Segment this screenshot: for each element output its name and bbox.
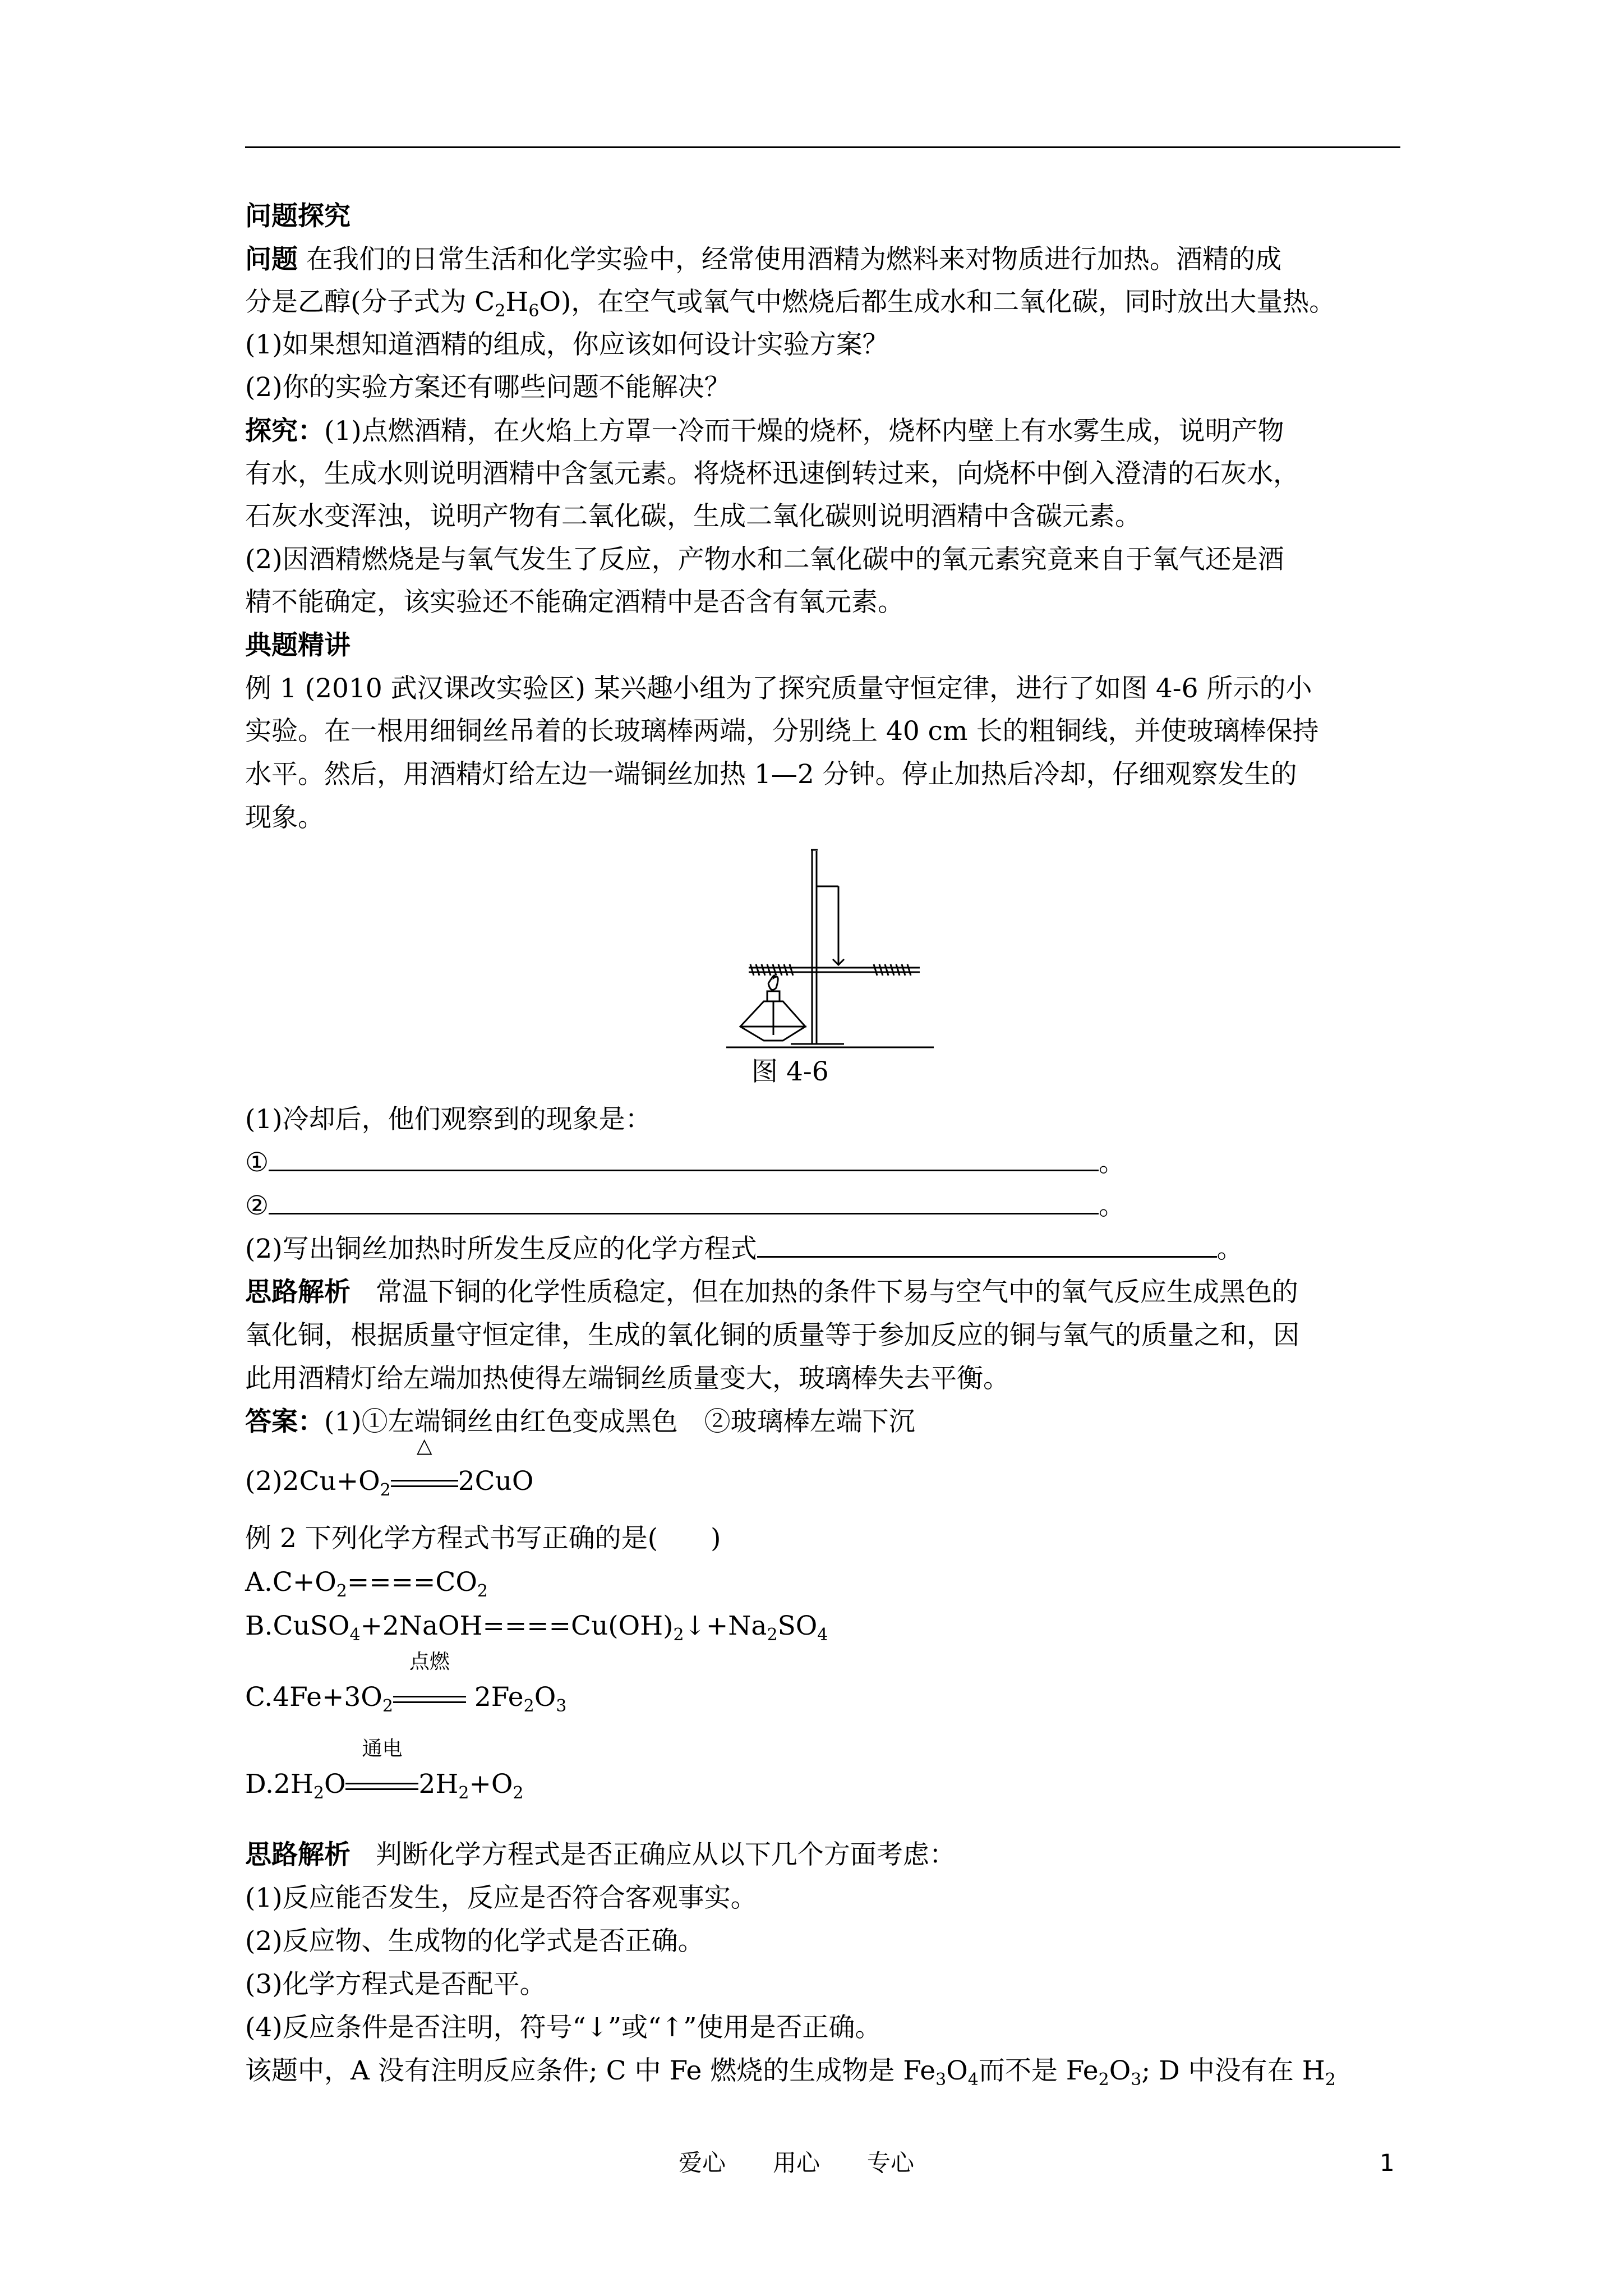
lamp-wick-holder (767, 991, 780, 1001)
example1-analysis-line-3: 此用酒精灯给左端加热使得左端铜丝质量变大，玻璃棒失去平衡。 (245, 1363, 1009, 1394)
example1-analysis-line-1: 思路解析 常温下铜的化学性质稳定，但在加热的条件下易与空气中的氧气反应生成黑色的 (245, 1277, 1298, 1308)
answer-blank-1[interactable] (269, 1146, 1099, 1171)
figure-4-6-apparatus (723, 844, 937, 1055)
right-copper-coil (874, 964, 911, 976)
problem-line-2: 分是乙醇(分子式为 $C_2H_6O$)，在空气或氧气中燃烧后都生成水和二氧化碳，同时放出大量热。 (245, 287, 1336, 321)
section-heading-explore: 问题探究 (245, 201, 351, 232)
example1-line-1: 例 1 (2010 武汉课改实验区) 某兴趣小组为了探究质量守恒定律，进行了如图 4-6 所示的小 (245, 673, 1312, 704)
section-heading-examples: 典题精讲 (245, 630, 351, 661)
footer-motto: 爱心 用心 专心 (679, 2149, 915, 2177)
example1-answer-2-equation: $(2)2Cu+O_2$ △ 2CuO (245, 1434, 534, 1500)
rule-4: (4)反应条件是否注明，符号“↓”或“↑”使用是否正确。 (245, 2012, 882, 2043)
analysis-label: 思路解析 (245, 1277, 351, 1308)
answer-blank-3[interactable] (757, 1232, 1217, 1258)
equation-arrow-electrolysis: 通电 (345, 1767, 418, 1802)
problem-line-1: 问题 在我们的日常生活和化学实验中，经常使用酒精为燃料来对物质进行加热。酒精的成 (245, 244, 1281, 275)
equation-arrow-heat: △ (391, 1464, 458, 1499)
option-b: $B.CuSO_4+2NaOH====Cu(OH)_2↓+Na_2SO_4$ (245, 1611, 828, 1645)
left-copper-coil (750, 964, 793, 976)
example2-conclusion: 该题中，A 没有注明反应条件; C 中 Fe 燃烧的生成物是 $Fe_3O_4$而不是 $Fe_2O_3$; D 中没有在 $H_2$ (245, 2055, 1336, 2090)
example2-analysis: 思路解析 判断化学方程式是否正确应从以下几个方面考虑： (245, 1839, 956, 1870)
explore-label: 探究： (245, 416, 324, 447)
explore-line-2: 有水，生成水则说明酒精中含氢元素。将烧杯迅速倒转过来，向烧杯中倒入澄清的石灰水， (245, 458, 1299, 489)
analysis-label-2: 思路解析 (245, 1839, 351, 1870)
flame (768, 976, 778, 990)
rule-2: (2)反应物、生成物的化学式是否正确。 (245, 1926, 704, 1957)
page-number: 1 (1380, 2149, 1395, 2177)
explore-line-3: 石灰水变浑浊，说明产物有二氧化碳，生成二氧化碳则说明酒精中含碳元素。 (245, 501, 1141, 532)
example2-stem: 例 2 下列化学方程式书写正确的是( ) (245, 1523, 721, 1554)
explore-line-4: (2)因酒精燃烧是与氧气发生了反应，产物水和二氧化碳中的氧元素究竟来自于氧气还是酒 (245, 544, 1284, 575)
rule-1: (1)反应能否发生，反应是否符合客观事实。 (245, 1883, 757, 1913)
problem-part-1: (1)如果想知道酒精的组成，你应该如何设计实验方案？ (245, 329, 889, 360)
example1-analysis-line-2: 氧化铜，根据质量守恒定律，生成的氧化铜的质量等于参加反应的铜与氧气的质量之和，因 (245, 1320, 1299, 1351)
observation-1: ① 。 (245, 1147, 1126, 1178)
example1-line-3: 水平。然后，用酒精灯给左边一端铜丝加热 1—2 分钟。停止加热后冷却，仔细观察发生的 (245, 759, 1297, 790)
equation-arrow-ignite: 点燃 (393, 1680, 466, 1715)
explore-line-5: 精不能确定，该实验还不能确定酒精中是否含有氧元素。 (245, 587, 904, 618)
header-rule (245, 146, 1400, 148)
option-a: $A.C+O_2====CO_2$ (245, 1567, 488, 1601)
explore-line-1: 探究：(1)点燃酒精，在火焰上方罩一冷而干燥的烧杯，烧杯内壁上有水雾生成，说明产物 (245, 416, 1284, 447)
answer-label: 答案： (245, 1406, 324, 1437)
answer-blank-2[interactable] (269, 1189, 1099, 1214)
observation-2: ② 。 (245, 1190, 1126, 1221)
figure-caption: 图 4-6 (751, 1056, 829, 1087)
option-c: $C.4Fe+3O_2$ 点燃 $2Fe_2O_3$ (245, 1650, 567, 1716)
rule-3: (3)化学方程式是否配平。 (245, 1969, 546, 2000)
example1-line-4: 现象。 (245, 802, 324, 833)
problem-part-2: (2)你的实验方案还有哪些问题不能解决？ (245, 372, 731, 403)
option-d: $D.2H_2O$ 通电 $2H_2+O_2$ (245, 1737, 524, 1803)
problem-label: 问题 (245, 244, 298, 275)
example1-question-2: (2)写出铜丝加热时所发生反应的化学方程式 。 (245, 1234, 1243, 1264)
example1-answer-1: 答案：(1)①左端铜丝由红色变成黑色 ②玻璃棒左端下沉 (245, 1406, 915, 1437)
example1-line-2: 实验。在一根用细铜丝吊着的长玻璃棒两端，分别绕上 40 cm 长的粗铜线，并使玻璃棒保持 (245, 716, 1319, 747)
example1-question-1: (1)冷却后，他们观察到的现象是： (245, 1104, 652, 1135)
